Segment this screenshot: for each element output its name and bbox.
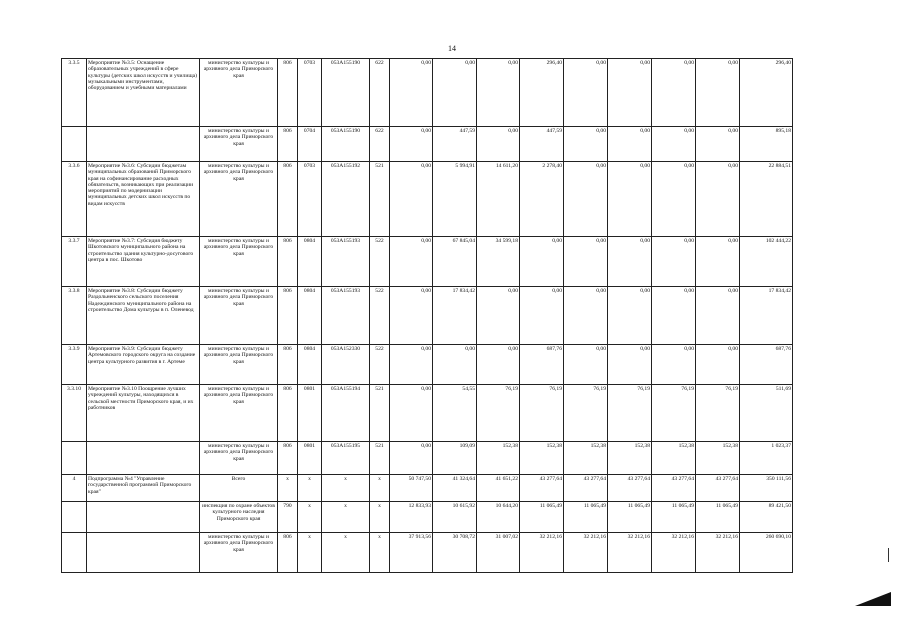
value-2: 10 615,92 <box>433 502 477 533</box>
table-row <box>62 533 793 573</box>
value-6: 0,00 <box>608 127 652 162</box>
executor: министерство культуры и архивного дела Приморского края <box>200 442 278 475</box>
activity-name: Мероприятие №3.10 Поощрение лучших учреждений культуры, находящихся в сельской местности Приморского края, и их работников <box>87 385 200 442</box>
value-4: 687,76 <box>520 345 564 385</box>
value-6: 152,38 <box>608 442 652 475</box>
executor: инспекция по охране объектов культурного наследия Приморского края <box>200 502 278 533</box>
vr-code: 521 <box>370 442 390 475</box>
value-4: 0,00 <box>520 287 564 345</box>
value-7: 0,00 <box>652 237 696 287</box>
csr-code: 053А155195 <box>322 442 370 475</box>
value-3: 14 611,20 <box>477 162 520 237</box>
value-1: 0,00 <box>390 237 433 287</box>
table-row <box>62 442 793 475</box>
value-total: 17 834,42 <box>740 287 793 345</box>
csr-code: х <box>322 502 370 533</box>
csr-code: 053А155193 <box>322 237 370 287</box>
value-4: 447,59 <box>520 127 564 162</box>
value-5: 0,00 <box>564 59 608 127</box>
table-row <box>62 59 793 127</box>
value-1: 0,00 <box>390 287 433 345</box>
value-7: 0,00 <box>652 127 696 162</box>
value-4: 43 277,64 <box>520 475 564 502</box>
executor: Всего <box>200 475 278 502</box>
value-1: 0,00 <box>390 442 433 475</box>
vr-code: 522 <box>370 237 390 287</box>
grbs-code: 806 <box>278 59 298 127</box>
row-number: 3.3.10 <box>62 385 87 442</box>
value-7: 11 065,49 <box>652 502 696 533</box>
value-1: 12 833,93 <box>390 502 433 533</box>
table-row <box>62 287 793 345</box>
edge-mark <box>888 548 889 562</box>
value-total: 350 111,56 <box>740 475 793 502</box>
value-3: 0,00 <box>477 287 520 345</box>
value-2: 109,09 <box>433 442 477 475</box>
row-number: 3.3.8 <box>62 287 87 345</box>
csr-code: 053А155193 <box>322 287 370 345</box>
row-number: 4 <box>62 475 87 502</box>
value-8: 76,19 <box>696 385 740 442</box>
rzpr-code: 0804 <box>298 345 322 385</box>
grbs-code: 806 <box>278 287 298 345</box>
vr-code: х <box>370 533 390 573</box>
value-2: 447,59 <box>433 127 477 162</box>
value-6: 0,00 <box>608 237 652 287</box>
value-5: 152,38 <box>564 442 608 475</box>
value-8: 0,00 <box>696 59 740 127</box>
value-8: 0,00 <box>696 162 740 237</box>
value-3: 0,00 <box>477 59 520 127</box>
executor: министерство культуры и архивного дела Приморского края <box>200 533 278 573</box>
value-2: 17 834,42 <box>433 287 477 345</box>
vr-code: х <box>370 502 390 533</box>
value-5: 0,00 <box>564 162 608 237</box>
value-6: 76,19 <box>608 385 652 442</box>
value-8: 43 277,64 <box>696 475 740 502</box>
budget-table <box>61 58 793 573</box>
value-3: 10 644,20 <box>477 502 520 533</box>
activity-name <box>87 442 200 475</box>
row-number <box>62 502 87 533</box>
value-2: 0,00 <box>433 345 477 385</box>
executor: министерство культуры и архивного дела Приморского края <box>200 287 278 345</box>
executor: министерство культуры и архивного дела Приморского края <box>200 162 278 237</box>
value-2: 5 994,91 <box>433 162 477 237</box>
value-8: 11 065,49 <box>696 502 740 533</box>
activity-name: Мероприятие №3.5: Оснащение образовательных учреждений в сфере культуры (детских школ искусств и училища) музыкальными инструментами, оборудованием и учебными материалами <box>87 59 200 127</box>
value-total: 260 690,10 <box>740 533 793 573</box>
vr-code: 522 <box>370 287 390 345</box>
value-2: 41 324,64 <box>433 475 477 502</box>
value-4: 32 212,16 <box>520 533 564 573</box>
value-3: 0,00 <box>477 345 520 385</box>
table-row <box>62 345 793 385</box>
value-4: 152,38 <box>520 442 564 475</box>
value-total: 511,69 <box>740 385 793 442</box>
grbs-code: 790 <box>278 502 298 533</box>
value-5: 43 277,64 <box>564 475 608 502</box>
row-number: 3.3.6 <box>62 162 87 237</box>
value-8: 152,38 <box>696 442 740 475</box>
value-6: 0,00 <box>608 59 652 127</box>
activity-name <box>87 502 200 533</box>
csr-code: х <box>322 475 370 502</box>
value-8: 0,00 <box>696 287 740 345</box>
csr-code: 053А155190 <box>322 59 370 127</box>
value-1: 0,00 <box>390 59 433 127</box>
value-total: 296,40 <box>740 59 793 127</box>
value-total: 89 421,50 <box>740 502 793 533</box>
grbs-code: х <box>278 475 298 502</box>
value-5: 0,00 <box>564 127 608 162</box>
row-number: 3.3.5 <box>62 59 87 127</box>
value-5: 0,00 <box>564 237 608 287</box>
value-1: 37 913,56 <box>390 533 433 573</box>
rzpr-code: 0804 <box>298 287 322 345</box>
value-7: 0,00 <box>652 345 696 385</box>
value-1: 0,00 <box>390 162 433 237</box>
value-5: 0,00 <box>564 345 608 385</box>
value-7: 76,19 <box>652 385 696 442</box>
vr-code: 622 <box>370 127 390 162</box>
csr-code: х <box>322 533 370 573</box>
executor: министерство культуры и архивного дела Приморского края <box>200 237 278 287</box>
rzpr-code: 0801 <box>298 385 322 442</box>
table-row <box>62 237 793 287</box>
value-3: 0,00 <box>477 127 520 162</box>
value-total: 22 884,51 <box>740 162 793 237</box>
activity-name: Мероприятие №3.8: Субсидии бюджету Раздольненского сельского поселения Надеждинского муниципального района на строительство Дома культуры в п. Оленевод <box>87 287 200 345</box>
csr-code: 053А152330 <box>322 345 370 385</box>
rzpr-code: 0804 <box>298 237 322 287</box>
rzpr-code: х <box>298 502 322 533</box>
table-row <box>62 502 793 533</box>
executor: министерство культуры и архивного дела Приморского края <box>200 385 278 442</box>
vr-code: 522 <box>370 345 390 385</box>
grbs-code: 806 <box>278 533 298 573</box>
value-5: 11 065,49 <box>564 502 608 533</box>
value-3: 34 599,18 <box>477 237 520 287</box>
value-4: 76,19 <box>520 385 564 442</box>
value-6: 32 212,16 <box>608 533 652 573</box>
table-row <box>62 127 793 162</box>
value-7: 32 212,16 <box>652 533 696 573</box>
rzpr-code: 0704 <box>298 127 322 162</box>
table-body <box>62 59 793 573</box>
value-8: 0,00 <box>696 237 740 287</box>
activity-name: Мероприятие №3.9: Субсидии бюджету Артемовского городского округа на создание центра культурного развития в г. Артеме <box>87 345 200 385</box>
row-number <box>62 533 87 573</box>
value-total: 102 444,22 <box>740 237 793 287</box>
executor: министерство культуры и архивного дела Приморского края <box>200 345 278 385</box>
rzpr-code: 0703 <box>298 59 322 127</box>
value-3: 76,19 <box>477 385 520 442</box>
value-2: 54,55 <box>433 385 477 442</box>
page-number: 14 <box>448 44 456 53</box>
row-number <box>62 127 87 162</box>
value-total: 1 023,37 <box>740 442 793 475</box>
value-4: 11 065,49 <box>520 502 564 533</box>
corner-mark <box>855 588 895 608</box>
vr-code: 521 <box>370 385 390 442</box>
value-7: 0,00 <box>652 287 696 345</box>
value-6: 11 065,49 <box>608 502 652 533</box>
table-row <box>62 385 793 442</box>
grbs-code: 806 <box>278 385 298 442</box>
activity-name: Мероприятие №3.6: Субсидии бюджетам муниципальных образований Приморского края на софинансирование расходных обязательств, возникающих при реализации мероприятий по модернизации муниципальных детских школ искусств по видам искусств <box>87 162 200 237</box>
value-8: 32 212,16 <box>696 533 740 573</box>
value-total: 895,18 <box>740 127 793 162</box>
value-2: 0,00 <box>433 59 477 127</box>
vr-code: 622 <box>370 59 390 127</box>
value-6: 0,00 <box>608 162 652 237</box>
executor: министерство культуры и архивного дела Приморского края <box>200 59 278 127</box>
value-7: 0,00 <box>652 162 696 237</box>
value-7: 0,00 <box>652 59 696 127</box>
rzpr-code: х <box>298 475 322 502</box>
value-4: 0,00 <box>520 237 564 287</box>
value-8: 0,00 <box>696 345 740 385</box>
value-4: 2 278,40 <box>520 162 564 237</box>
value-3: 31 007,02 <box>477 533 520 573</box>
grbs-code: 806 <box>278 127 298 162</box>
vr-code: х <box>370 475 390 502</box>
value-3: 152,38 <box>477 442 520 475</box>
grbs-code: 806 <box>278 237 298 287</box>
value-6: 43 277,64 <box>608 475 652 502</box>
activity-name: Мероприятие №3.7: Субсидия бюджету Шкотовского муниципального района на строительство здания культурно-досугового центра в пос. Шкотово <box>87 237 200 287</box>
csr-code: 053А155194 <box>322 385 370 442</box>
value-total: 687,76 <box>740 345 793 385</box>
value-7: 152,38 <box>652 442 696 475</box>
value-1: 0,00 <box>390 127 433 162</box>
executor: министерство культуры и архивного дела Приморского края <box>200 127 278 162</box>
table-row <box>62 162 793 237</box>
value-6: 0,00 <box>608 287 652 345</box>
value-4: 296,40 <box>520 59 564 127</box>
value-2: 67 845,04 <box>433 237 477 287</box>
table-row <box>62 475 793 502</box>
value-1: 0,00 <box>390 345 433 385</box>
rzpr-code: 0703 <box>298 162 322 237</box>
grbs-code: 806 <box>278 162 298 237</box>
rzpr-code: х <box>298 533 322 573</box>
activity-name <box>87 533 200 573</box>
row-number: 3.3.9 <box>62 345 87 385</box>
row-number <box>62 442 87 475</box>
value-5: 0,00 <box>564 287 608 345</box>
csr-code: 053А155192 <box>322 162 370 237</box>
value-5: 76,19 <box>564 385 608 442</box>
csr-code: 053А155190 <box>322 127 370 162</box>
value-1: 0,00 <box>390 385 433 442</box>
value-5: 32 212,16 <box>564 533 608 573</box>
activity-name: Подпрограмма №4 "Управление государственной программой Приморского края" <box>87 475 200 502</box>
value-6: 0,00 <box>608 345 652 385</box>
row-number: 3.3.7 <box>62 237 87 287</box>
rzpr-code: 0801 <box>298 442 322 475</box>
value-2: 30 708,72 <box>433 533 477 573</box>
grbs-code: 806 <box>278 442 298 475</box>
value-3: 41 651,22 <box>477 475 520 502</box>
value-8: 0,00 <box>696 127 740 162</box>
value-7: 43 277,64 <box>652 475 696 502</box>
activity-name <box>87 127 200 162</box>
grbs-code: 806 <box>278 345 298 385</box>
value-1: 50 747,50 <box>390 475 433 502</box>
vr-code: 521 <box>370 162 390 237</box>
